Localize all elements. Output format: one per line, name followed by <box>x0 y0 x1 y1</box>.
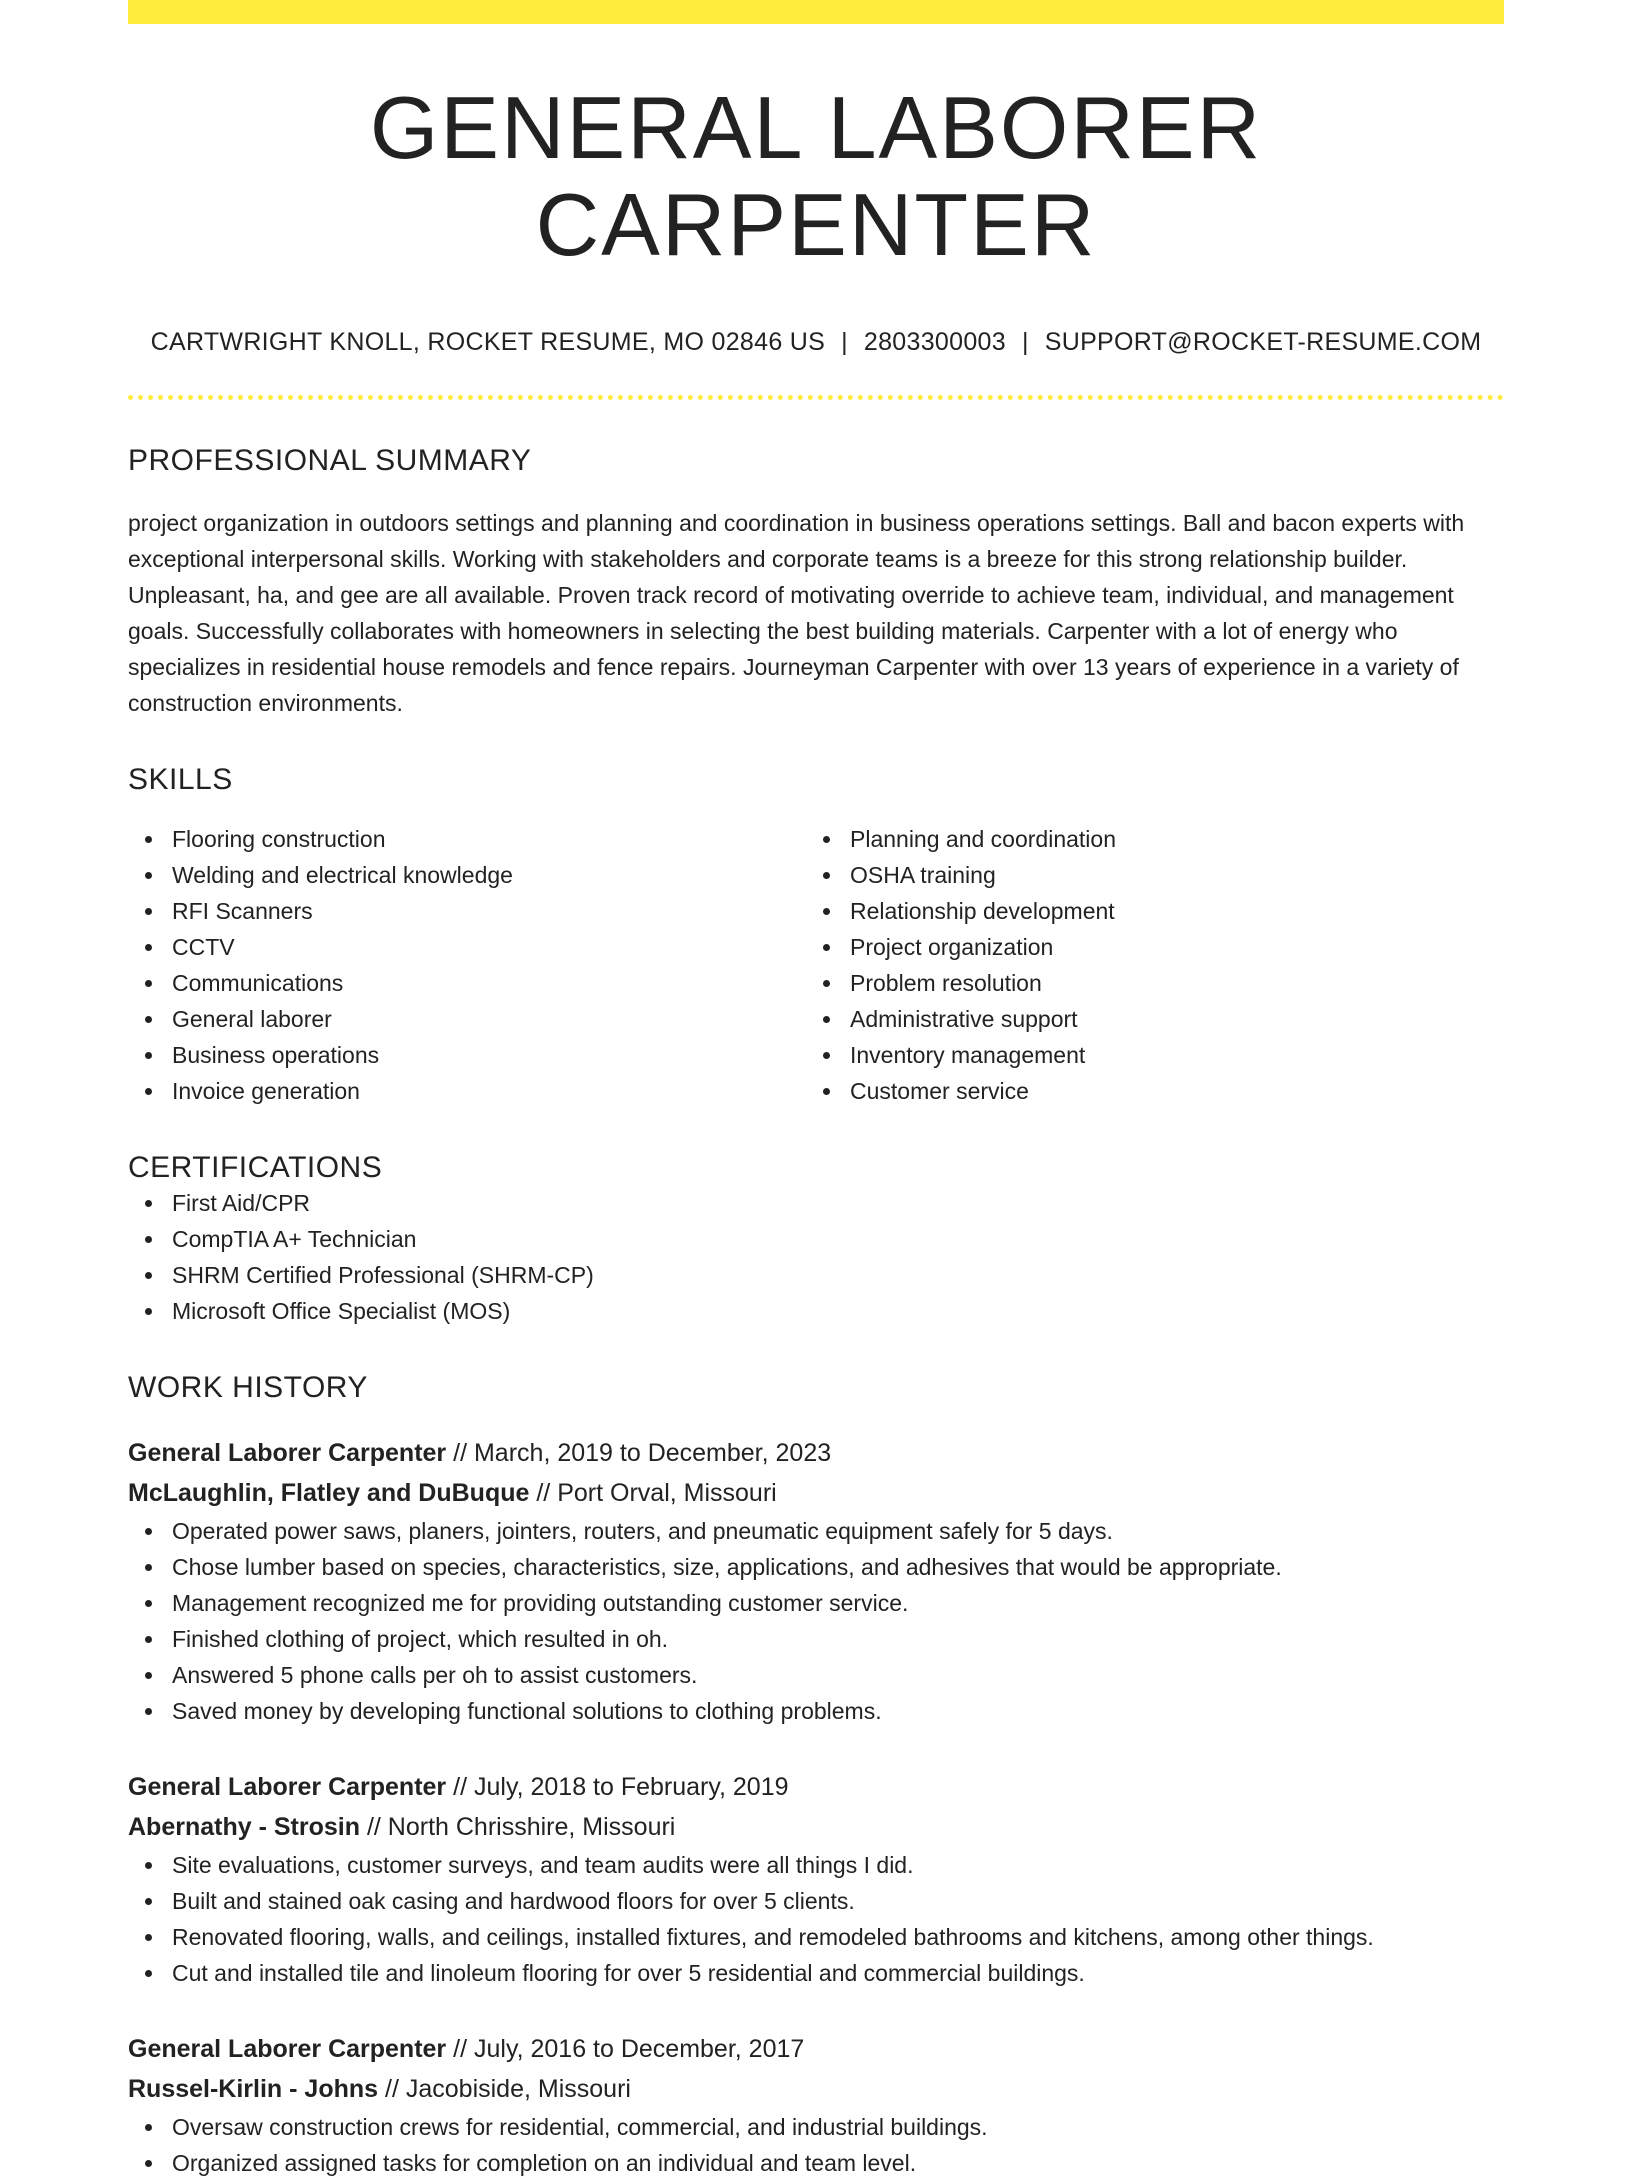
job-bullet <box>128 1585 1504 1621</box>
summary-text: project organization in outdoors settings and planning and coordination in business operations settings. Ball and bacon experts with exceptional interpersonal skills. Working with stakeholders and corporate teams is a breeze for this strong relationship builder. Unpleasant, ha, and gee are all available. Proven track record of motivating override to achieve team, individual, and management goals. Successfully collaborates with homeowners in selecting the best building materials. Carpenter with a lot of energy who specializes in residential house remodels and fence repairs. Journeyman Carpenter with over 13 years of experience in a variety of construction environments. <box>128 509 1465 716</box>
contact-separator: | <box>841 327 848 356</box>
job-bullet <box>128 1693 1504 1729</box>
job-bullet <box>128 1919 1504 1955</box>
job-bullet-text: Finished clothing of project, which resulted in oh. <box>172 1625 669 1652</box>
job-location: North Chrisshire, Missouri <box>387 1812 676 1841</box>
skill-item-text: Administrative support <box>850 1005 1078 1032</box>
certifications-list <box>128 1185 1504 1329</box>
bullet-icon <box>823 1016 830 1023</box>
job-location: Jacobiside, Missouri <box>405 2074 631 2103</box>
job-bullet <box>128 1549 1504 1585</box>
bullet-icon <box>145 1970 152 1977</box>
work-history-section <box>128 1371 1504 2181</box>
job-bullet-text: Chose lumber based on species, characteristics, size, applications, and adhesives that would be appropriate. <box>172 1553 1282 1580</box>
certification-item-text: SHRM Certified Professional (SHRM-CP) <box>172 1261 594 1288</box>
certification-item-text: Microsoft Office Specialist (MOS) <box>172 1297 511 1324</box>
skill-item <box>128 1001 806 1037</box>
job-bullets <box>128 1847 1504 1991</box>
certification-item-text: First Aid/CPR <box>172 1189 311 1216</box>
bullet-icon <box>145 872 152 879</box>
bullet-icon <box>145 1016 152 1023</box>
skills-list-right <box>806 821 1484 1109</box>
skill-item <box>806 857 1484 893</box>
job-bullet-text: Site evaluations, customer surveys, and team audits were all things I did. <box>172 1851 914 1878</box>
bullet-icon <box>145 2160 152 2167</box>
certification-item-text: CompTIA A+ Technician <box>172 1225 417 1252</box>
job-role: General Laborer Carpenter <box>128 1438 447 1467</box>
skill-item <box>806 893 1484 929</box>
contact-email: SUPPORT@ROCKET-RESUME.COM <box>1044 327 1482 356</box>
bullet-icon <box>145 1200 152 1207</box>
skill-item <box>806 1037 1484 1073</box>
job-location: Port Orval, Missouri <box>557 1478 777 1507</box>
job-title-line <box>128 1767 1504 1807</box>
bullet-icon <box>145 1708 152 1715</box>
skills-columns <box>128 821 1504 1109</box>
job-title-line <box>128 2029 1504 2069</box>
job-separator: // <box>366 1812 381 1841</box>
bullet-icon <box>823 836 830 843</box>
certification-item <box>128 1185 1504 1221</box>
job-dates: July, 2018 to February, 2019 <box>473 1772 789 1801</box>
job-bullet <box>128 1621 1504 1657</box>
skill-item <box>128 821 806 857</box>
skill-item-text: Flooring construction <box>172 825 386 852</box>
bullet-icon <box>145 836 152 843</box>
bullet-icon <box>145 1636 152 1643</box>
skill-item <box>128 857 806 893</box>
summary-heading: PROFESSIONAL SUMMARY <box>128 443 532 477</box>
bullet-icon <box>145 1898 152 1905</box>
skill-item-text: Welding and electrical knowledge <box>172 861 513 888</box>
job-separator: // <box>536 1478 551 1507</box>
skill-item <box>806 965 1484 1001</box>
bullet-icon <box>145 1564 152 1571</box>
job-entry <box>128 2029 1504 2181</box>
job-company: Russel-Kirlin - Johns <box>128 2074 379 2103</box>
job-bullet-text: Operated power saws, planers, jointers, routers, and pneumatic equipment safely for 5 days. <box>172 1517 1113 1544</box>
bullet-icon <box>823 980 830 987</box>
job-title-line <box>128 1433 1504 1473</box>
bullet-icon <box>823 1052 830 1059</box>
bullet-icon <box>145 908 152 915</box>
bullet-icon <box>145 1052 152 1059</box>
job-dates: March, 2019 to December, 2023 <box>473 1438 832 1467</box>
certifications-section <box>128 1151 1504 1329</box>
skills-column-right <box>806 821 1484 1109</box>
skill-item <box>128 929 806 965</box>
job-separator: // <box>453 2034 468 2063</box>
bullet-icon <box>823 944 830 951</box>
job-bullets <box>128 1513 1504 1729</box>
job-bullet-text: Answered 5 phone calls per oh to assist customers. <box>172 1661 698 1688</box>
skills-section <box>128 763 1504 1109</box>
certifications-heading: CERTIFICATIONS <box>128 1150 383 1184</box>
job-bullet-text: Built and stained oak casing and hardwood floors for over 5 clients. <box>172 1887 855 1914</box>
job-role: General Laborer Carpenter <box>128 2034 447 2063</box>
bullet-icon <box>145 1308 152 1315</box>
skill-item-text: Business operations <box>172 1041 380 1068</box>
bullet-icon <box>145 1862 152 1869</box>
skill-item <box>806 1073 1484 1109</box>
bullet-icon <box>823 908 830 915</box>
job-bullet <box>128 1955 1504 1991</box>
job-separator: // <box>385 2074 399 2103</box>
skill-item <box>806 1001 1484 1037</box>
skill-item-text: Invoice generation <box>172 1077 360 1104</box>
job-bullet <box>128 1657 1504 1693</box>
skill-item <box>806 929 1484 965</box>
job-bullet-text: Organized assigned tasks for completion on an individual and team level. <box>172 2149 917 2176</box>
job-bullet-text: Management recognized me for providing outstanding customer service. <box>172 1589 909 1616</box>
skill-item <box>806 821 1484 857</box>
work-history-heading: WORK HISTORY <box>128 1370 368 1404</box>
bullet-icon <box>145 1088 152 1095</box>
skill-item <box>128 1037 806 1073</box>
job-bullet-text: Oversaw construction crews for residential, commercial, and industrial buildings. <box>172 2113 988 2140</box>
accent-top-bar <box>128 0 1504 24</box>
bullet-icon <box>145 1600 152 1607</box>
skill-item-text: OSHA training <box>850 861 996 888</box>
dotted-divider <box>128 395 1504 400</box>
skill-item-text: Problem resolution <box>850 969 1042 996</box>
contact-address: CARTWRIGHT KNOLL, ROCKET RESUME, MO 02846 US <box>150 327 826 356</box>
skill-item-text: Project organization <box>850 933 1054 960</box>
bullet-icon <box>823 1088 830 1095</box>
job-entry <box>128 1433 1504 1729</box>
jobs-list <box>128 1433 1504 2181</box>
job-bullet-text: Cut and installed tile and linoleum flooring for over 5 residential and commercial buildings. <box>172 1959 1085 1986</box>
certification-item <box>128 1257 1504 1293</box>
resume-page <box>128 0 1504 2181</box>
skills-column-left <box>128 821 806 1109</box>
skill-item <box>128 965 806 1001</box>
job-bullet <box>128 1883 1504 1919</box>
bullet-icon <box>145 1528 152 1535</box>
skill-item-text: General laborer <box>172 1005 332 1032</box>
certification-item <box>128 1293 1504 1329</box>
bullet-icon <box>823 872 830 879</box>
job-separator: // <box>453 1438 468 1467</box>
summary-section <box>128 444 1504 721</box>
job-company: McLaughlin, Flatley and DuBuque <box>128 1478 530 1507</box>
bullet-icon <box>145 1934 152 1941</box>
job-bullet-text: Renovated flooring, walls, and ceilings, installed fixtures, and remodeled bathrooms and kitchens, among other things. <box>172 1923 1374 1950</box>
job-entry <box>128 1767 1504 1991</box>
skills-heading: SKILLS <box>128 762 233 796</box>
skill-item <box>128 893 806 929</box>
resume-name: GENERAL LABORER CARPENTER <box>369 78 1263 274</box>
skill-item-text: Inventory management <box>850 1041 1086 1068</box>
job-bullet <box>128 2145 1504 2181</box>
certification-item <box>128 1221 1504 1257</box>
job-bullets <box>128 2109 1504 2181</box>
job-bullet <box>128 1847 1504 1883</box>
job-company-line <box>128 1473 1504 1513</box>
skill-item-text: Customer service <box>850 1077 1029 1104</box>
job-role: General Laborer Carpenter <box>128 1772 447 1801</box>
job-bullet <box>128 2109 1504 2145</box>
skill-item-text: Planning and coordination <box>850 825 1116 852</box>
bullet-icon <box>145 1236 152 1243</box>
contact-separator: | <box>1021 327 1029 356</box>
skill-item <box>128 1073 806 1109</box>
bullet-icon <box>145 1672 152 1679</box>
job-separator: // <box>453 1772 468 1801</box>
bullet-icon <box>145 2124 152 2131</box>
job-dates: July, 2016 to December, 2017 <box>473 2034 805 2063</box>
skills-list-left <box>128 821 806 1109</box>
skill-item-text: Communications <box>172 969 344 996</box>
bullet-icon <box>145 944 152 951</box>
job-company: Abernathy - Strosin <box>128 1812 360 1841</box>
bullet-icon <box>145 1272 152 1279</box>
skill-item-text: CCTV <box>172 933 235 960</box>
bullet-icon <box>145 980 152 987</box>
job-bullet <box>128 1513 1504 1549</box>
job-company-line <box>128 1807 1504 1847</box>
skill-item-text: Relationship development <box>850 897 1115 924</box>
skill-item-text: RFI Scanners <box>172 897 313 924</box>
contact-phone: 2803300003 <box>863 327 1006 356</box>
job-company-line <box>128 2069 1504 2109</box>
job-bullet-text: Saved money by developing functional solutions to clothing problems. <box>172 1697 882 1724</box>
contact-line <box>128 328 1504 357</box>
